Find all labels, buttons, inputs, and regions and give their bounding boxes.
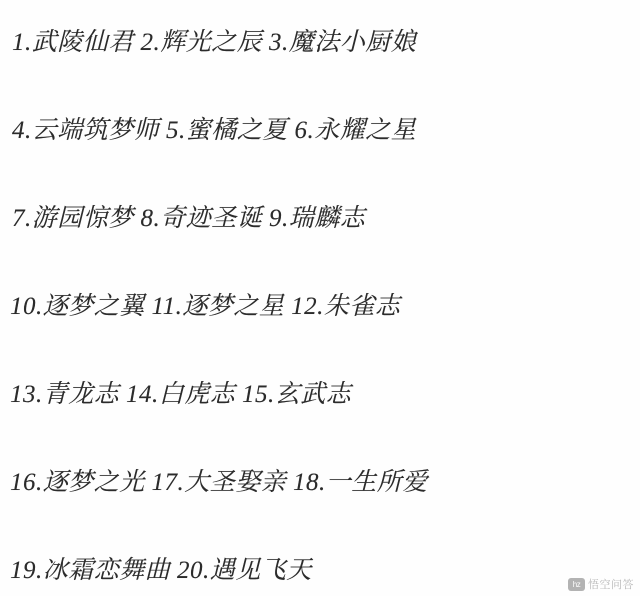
text-line: 19.冰霜恋舞曲 20.遇见飞天: [10, 557, 312, 584]
text-line: 7.游园惊梦 8.奇迹圣诞 9.瑞麟志: [12, 205, 366, 232]
watermark: [568, 576, 634, 592]
text-line: 1.武陵仙君 2.辉光之辰 3.魔法小厨娘: [12, 29, 417, 56]
watermark-label: 悟空问答: [588, 579, 634, 591]
text-line: 16.逐梦之光 17.大圣娶亲 18.一生所爱: [10, 469, 428, 496]
text-line: 13.青龙志 14.白虎志 15.玄武志: [10, 381, 352, 408]
text-line: 4.云端筑梦师 5.蜜橘之夏 6.永耀之星: [12, 117, 417, 144]
text-line: 10.逐梦之翼 11.逐梦之星 12.朱雀志: [10, 293, 401, 320]
watermark-logo-icon: hz: [568, 578, 585, 591]
